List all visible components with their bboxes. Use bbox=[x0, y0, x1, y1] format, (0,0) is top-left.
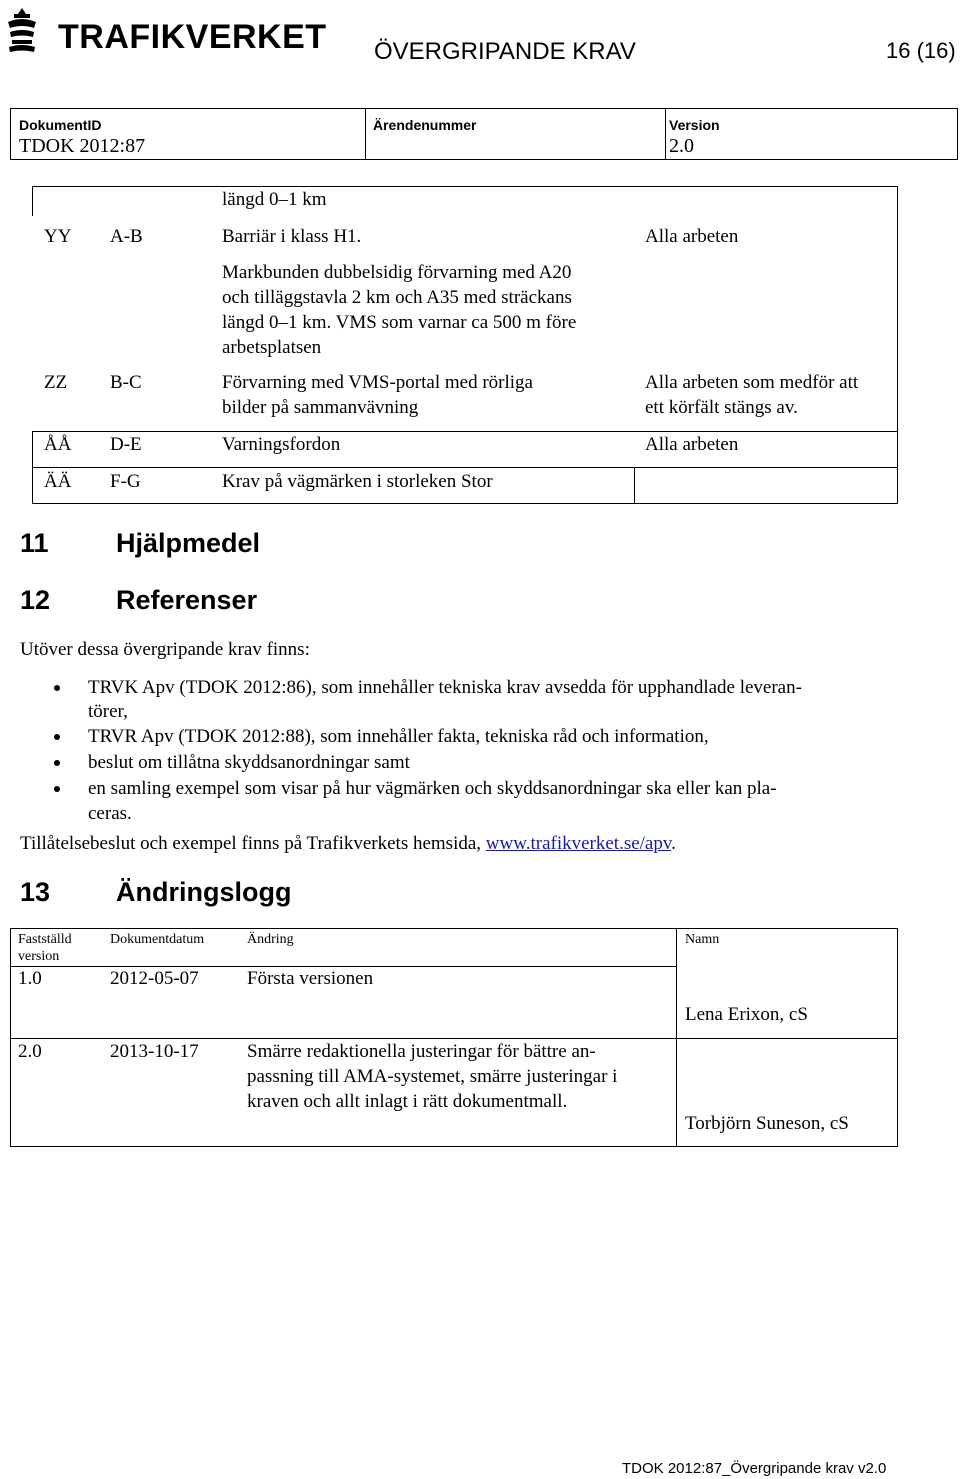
version-label: Version bbox=[669, 117, 720, 133]
row-code: ÅÅ bbox=[44, 434, 72, 455]
doc-id-value: TDOK 2012:87 bbox=[19, 135, 146, 157]
closing-text: Tillåtelsebeslut och exempel finns på Trafikverkets hemsida, bbox=[20, 833, 486, 854]
row-measure-line: och tilläggstavla 2 km och A35 med sträckans bbox=[222, 287, 572, 308]
log-change: Smärre redaktionella justeringar för bättre an- bbox=[247, 1041, 596, 1062]
header-version: Fastställd bbox=[18, 932, 72, 947]
log-version: 1.0 bbox=[18, 968, 42, 989]
doc-id-label: DokumentID bbox=[19, 117, 102, 133]
section-number: 13 bbox=[20, 877, 51, 907]
reference-item-continuation: ceras. bbox=[88, 803, 132, 824]
row-measure-line: Varningsfordon bbox=[222, 434, 341, 455]
meta-divider bbox=[665, 109, 666, 159]
trafikverket-apv-link[interactable]: www.trafikverket.se/apv bbox=[485, 833, 672, 854]
version-value: 2.0 bbox=[669, 135, 694, 157]
section-number: 12 bbox=[20, 585, 51, 615]
section-number: 11 bbox=[20, 528, 49, 558]
row-measure-line: Förvarning med VMS-portal med rörliga bbox=[222, 372, 533, 393]
bullet-icon bbox=[54, 685, 60, 691]
header-name: Namn bbox=[685, 932, 720, 947]
section-title: Hjälpmedel bbox=[116, 528, 261, 558]
log-name: Torbjörn Suneson, cS bbox=[685, 1113, 849, 1134]
table-grid bbox=[32, 186, 898, 504]
row-measure-line: längd 0–1 km. VMS som varnar ca 500 m före bbox=[222, 312, 577, 333]
document-footer: TDOK 2012:87_Övergripande krav v2.0 bbox=[622, 1460, 887, 1477]
header-change: Ändring bbox=[247, 932, 294, 947]
row-measure-line: Barriär i klass H1. bbox=[222, 226, 362, 247]
row-range: D-E bbox=[110, 434, 142, 455]
row-range: A-B bbox=[110, 226, 143, 247]
row-measure-line: arbetsplatsen bbox=[222, 337, 322, 358]
reference-item: beslut om tillåtna skyddsanordningar samt bbox=[88, 752, 410, 773]
crown-icon bbox=[8, 8, 36, 52]
reference-item: en samling exempel som visar på hur vägmärken och skyddsanordningar ska eller kan pla- bbox=[88, 778, 777, 799]
row-scope: Alla arbeten bbox=[645, 226, 739, 247]
closing-end: . bbox=[671, 833, 676, 854]
row-scope: Alla arbeten bbox=[645, 434, 739, 455]
changelog-table bbox=[10, 928, 898, 1148]
log-change: Första versionen bbox=[247, 968, 374, 989]
section-title: Ändringslogg bbox=[116, 877, 292, 907]
header-date: Dokumentdatum bbox=[110, 932, 205, 947]
row-scope: ett körfält stängs av. bbox=[645, 397, 798, 418]
page-number: 16 (16) bbox=[886, 38, 956, 63]
document-header-title: ÖVERGRIPANDE KRAV bbox=[374, 38, 636, 65]
log-date: 2013-10-17 bbox=[110, 1041, 199, 1062]
log-version: 2.0 bbox=[18, 1041, 42, 1062]
reference-item: TRVK Apv (TDOK 2012:86), som innehåller tekniska krav avsedda för upphandlade leveran- bbox=[88, 677, 802, 698]
log-change: passning till AMA-systemet, smärre justeringar i bbox=[247, 1066, 618, 1087]
row-range: B-C bbox=[110, 372, 142, 393]
section-title: Referenser bbox=[116, 585, 258, 615]
continuation-text: längd 0–1 km bbox=[222, 189, 327, 210]
row-measure-line: bilder på sammanvävning bbox=[222, 397, 419, 418]
bullet-icon bbox=[54, 734, 60, 740]
bullet-icon bbox=[54, 786, 60, 792]
meta-divider bbox=[365, 109, 366, 159]
row-code: ZZ bbox=[44, 372, 68, 393]
document-meta-box bbox=[10, 108, 958, 160]
references-intro: Utöver dessa övergripande krav finns: bbox=[20, 639, 310, 660]
log-change: kraven och allt inlagt i rätt dokumentmall. bbox=[247, 1091, 568, 1112]
reference-item-continuation: törer, bbox=[88, 701, 128, 722]
measures-table bbox=[32, 186, 898, 504]
reference-item: TRVR Apv (TDOK 2012:88), som innehåller fakta, tekniska råd och information, bbox=[88, 726, 709, 747]
case-number-label: Ärendenummer bbox=[373, 117, 477, 133]
row-code: ÄÄ bbox=[44, 471, 72, 492]
bullet-icon bbox=[54, 760, 60, 766]
row-code: YY bbox=[44, 226, 72, 247]
log-name: Lena Erixon, cS bbox=[685, 1004, 808, 1025]
row-range: F-G bbox=[110, 471, 141, 492]
log-date: 2012-05-07 bbox=[110, 968, 199, 989]
logo-wordmark: TRAFIKVERKET bbox=[58, 18, 327, 56]
row-scope: Alla arbeten som medför att bbox=[645, 372, 859, 393]
row-measure-line: Krav på vägmärken i storleken Stor bbox=[222, 471, 493, 492]
row-measure-line: Markbunden dubbelsidig förvarning med A20 bbox=[222, 262, 572, 283]
references-closing bbox=[20, 831, 676, 856]
header-version-line2: version bbox=[18, 949, 60, 964]
